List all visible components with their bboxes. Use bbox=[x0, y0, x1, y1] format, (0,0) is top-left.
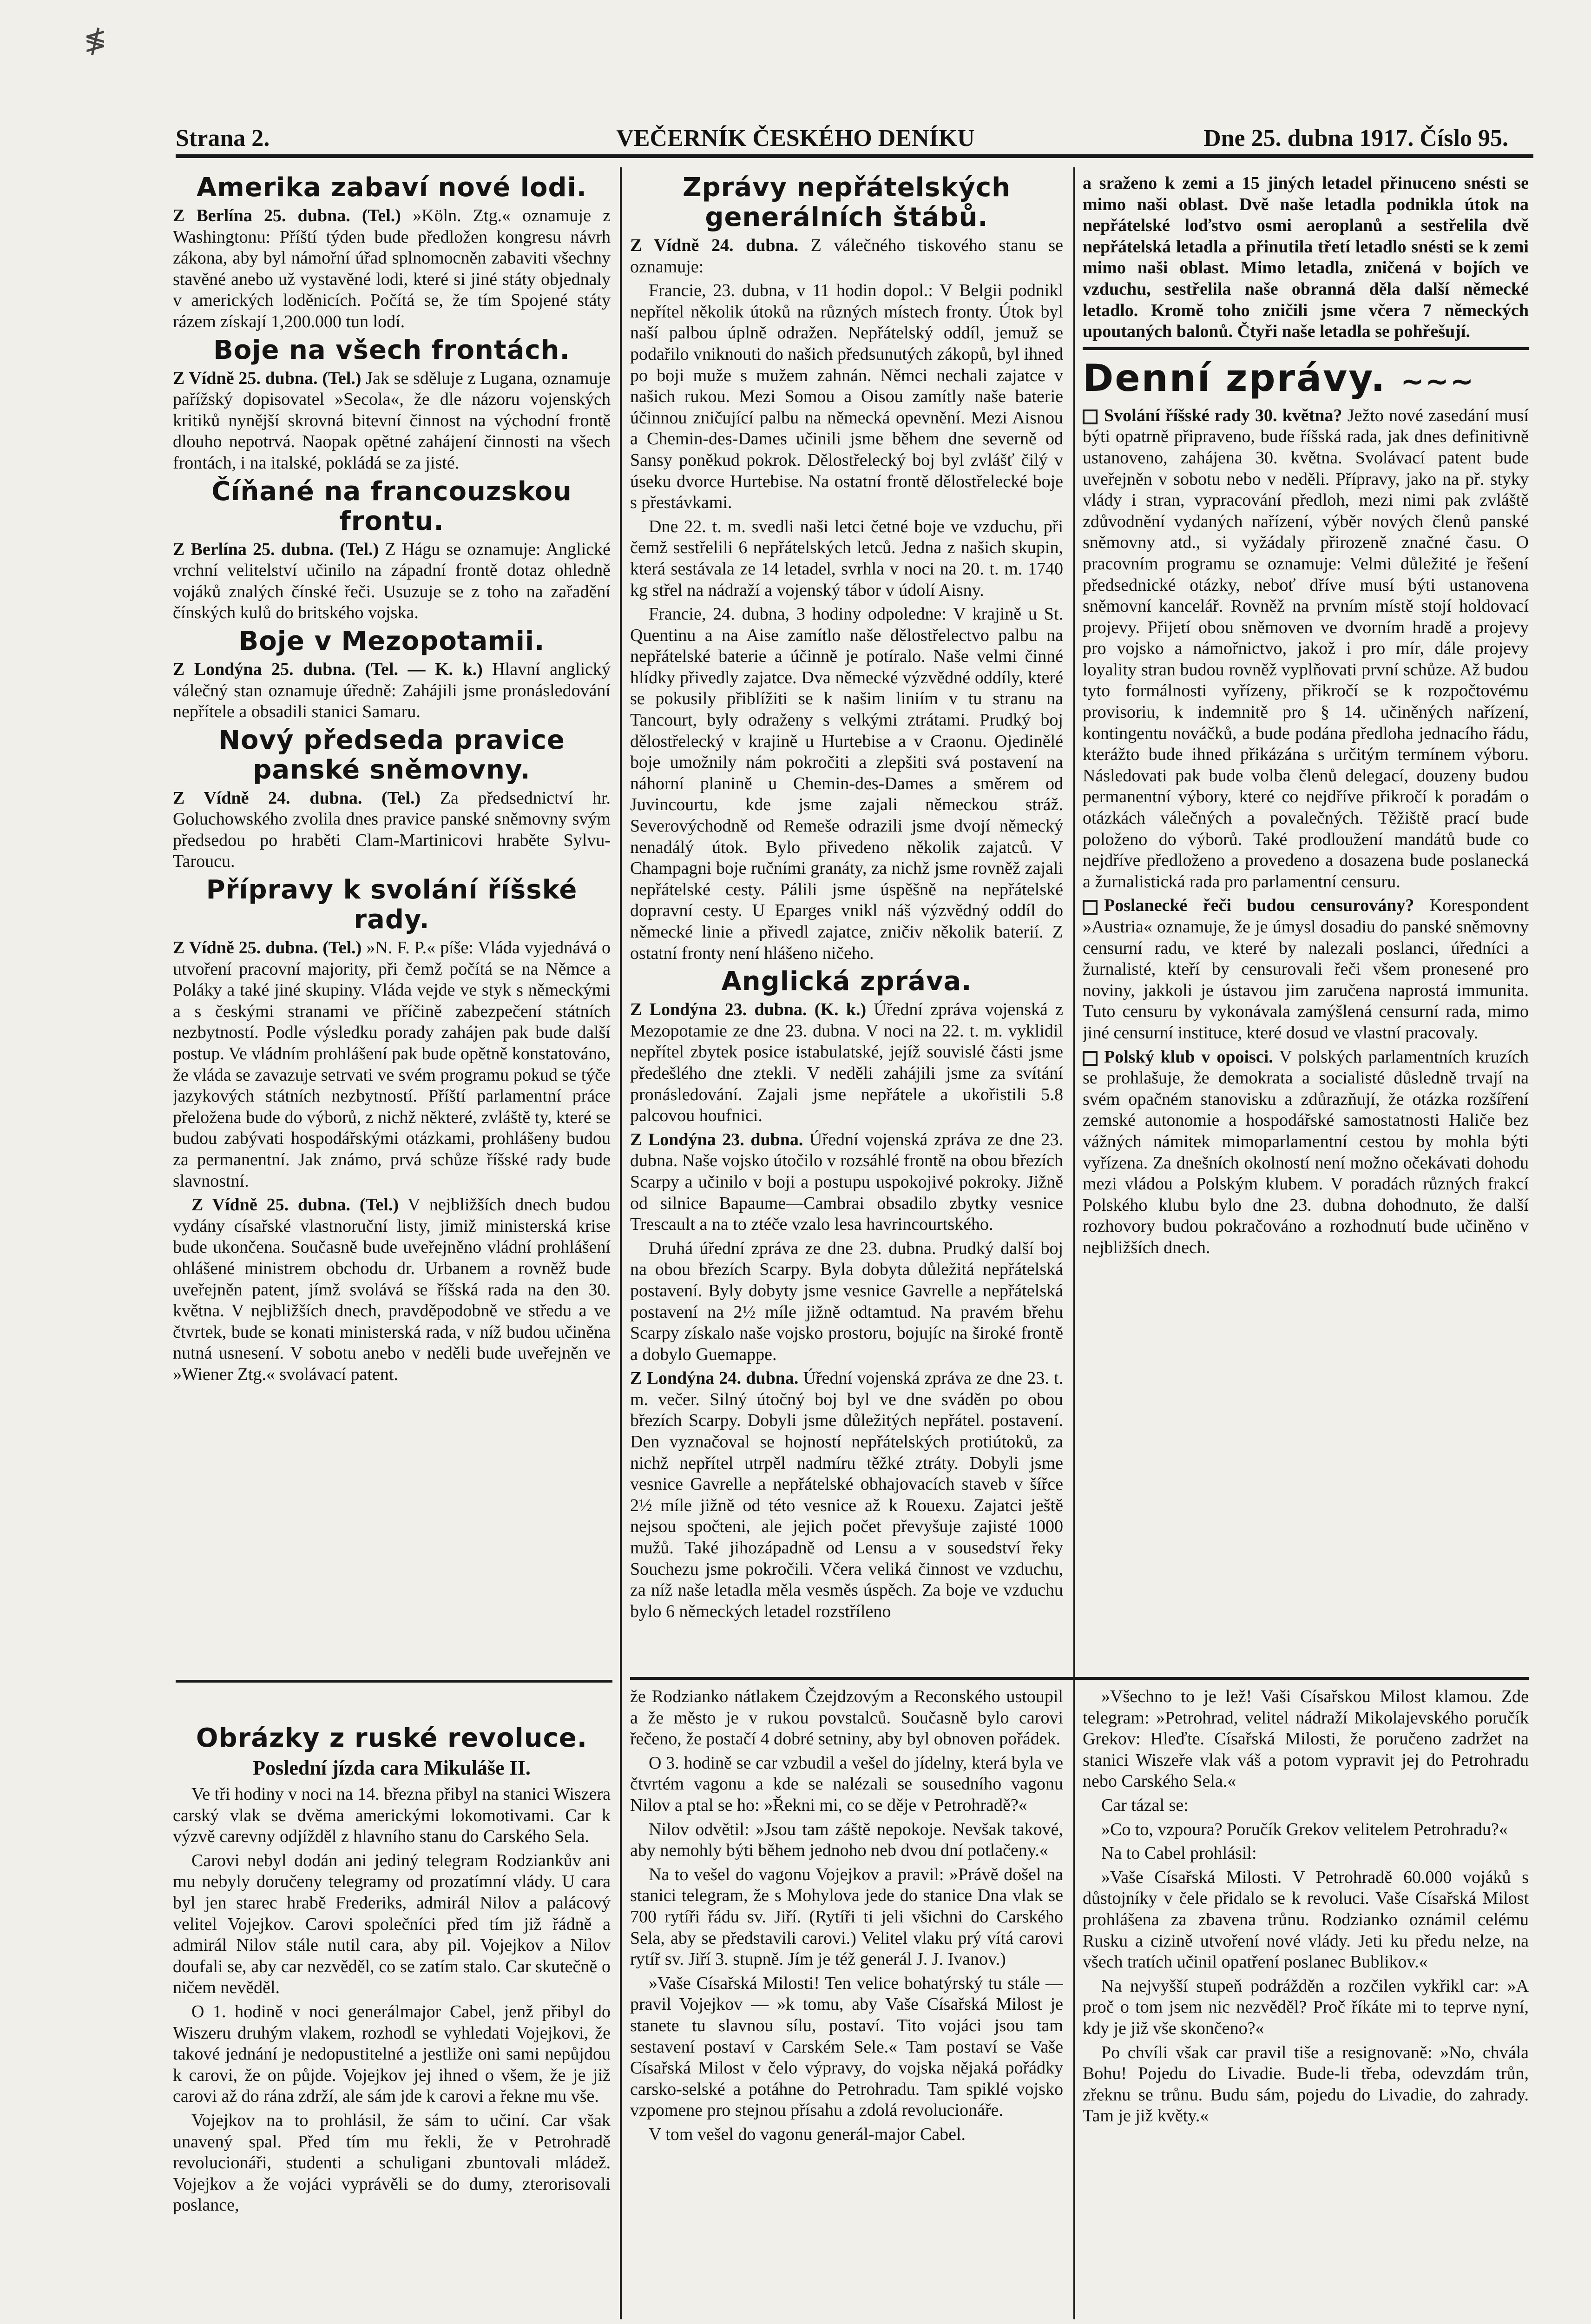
feuilleton-subtitle: Poslední jízda cara Mikuláše II. bbox=[253, 1756, 531, 1779]
dateline: Z Vídně 25. dubna. (Tel.) bbox=[173, 938, 362, 958]
dateline: Z Vídně 25. dubna. (Tel.) bbox=[173, 368, 362, 388]
feuilleton-paragraph: Po chvíli však car pravil tiše a resignovaně: »No, chvála Bohu! Pojedu do Livadie. Bude-li třeba, odevzdám trůn, zřeknu se trůnu. Budu sám, pojedu do Livadie, do zahrady. Tam je již květy.« bbox=[1083, 2042, 1529, 2126]
article-pripravy-1 bbox=[173, 938, 611, 1192]
ornament-icon: ~~~ bbox=[1400, 365, 1475, 398]
feuilleton-paragraph: V tom vešel do vagonu generál-major Cabel. bbox=[649, 2124, 966, 2144]
feuilleton-paragraph: Na nejvyšší stupeň podrážděn a rozčilen vykřikl car: »A proč o tom jsem nic nezvěděl? Proč říkáte mi to teprve nyní, kdy je již vše skončeno?« bbox=[1083, 1976, 1529, 2038]
feuilleton-paragraph: O 3. hodině se car vzbudil a vešel do jídelny, která byla ve čtvrtém vagonu a kde se nalézali se sousedního vagonu Nilov a ptal se ho: »Řekni mi, co se děje v Petrohradě?« bbox=[630, 1753, 1063, 1815]
dateline: Z Londýna 23. dubna. bbox=[630, 1129, 803, 1149]
section-rule-right bbox=[630, 1677, 1529, 1680]
article-text: Jak se sděluje z Lugana, oznamuje pařížský dopisovatel »Secola«, že dle názoru vojenských kritiků nynější skrovná bitevní činnost na východní frontě dlouho nepotrvá. Naopak opětné zahájení činnosti na všech frontách, i na italské, pokládá se za jisté. bbox=[173, 368, 611, 473]
headline-zpravy-stabu: Zprávy nepřátelských generálních štábů. bbox=[682, 173, 1011, 232]
feuilleton-paragraph: Ve tři hodiny v noci na 14. března přibyl na stanici Wiszera carský vlak se dvěma americkými lokomotivami. Car k výzvě carevny odjížděl z hlavního stanu do Carského Sela. bbox=[173, 1784, 611, 1847]
article-mezopotamie bbox=[173, 659, 611, 723]
news-item-text: Ježto nové zasedání musí býti opatrně připraveno, bude říšská rada, jak dnes definitivně ustanoveno, zahájena 30. května. Svolávací patent bude uveřejněn v sobotu nebo v neděli. Přípravy, jako na př. styky vlády i stran, vypracování předloh, mezi nimi pak zvláště zdůvodnění vydaných nařízení, výběr nových členů panské sněmovny atd., si vyžádaly přirozeně značné času. O pracovním programu se oznamuje: Velmi důležité je řešení předsednické otázky, neboť dříve musí býti ustanovena sněmovní kancelář. Rovněž na prvním místě stojí holdovací projevy. Přijetí obou sněmoven ve dvorním hradě a projevy pro vojsko a námořnictvo, jakož i pro mír, dále projevy loyality stran budou rovněž vyplňovati první schůze. Až budou tyto formálnosti vyřízeny, přikročí se k rozpočtovému provisoriu, k indemnitě pro § 14. učiněných nařízení, kontingentu nováčků, a bude podána předloha jednacího řádu, kterážto bude ihned přikázána s určitým termínem výboru. Následovati pak bude volba členů delegací, douzeny budou permanentní výbory, které co nejdříve přikročí k poradám o otázkách válečných a povalečných. Těžiště prací bude položeno do výborů. Také prodloužení mandátů bude co nejdříve předloženo a provedeno a dosazena bude poslanecká a žurnalistická rada pro parlamentní censuru. bbox=[1083, 405, 1529, 891]
dateline: Z Vídně 24. dubna. bbox=[630, 236, 799, 255]
dateline: Z Londýna 25. dubna. (Tel. — K. k.) bbox=[173, 659, 483, 679]
article-text: V nejbližších dnech budou vydány císařské vlastnoruční listy, jimiž ministerská krise bude ukončena. Současně bude uveřejněno vládní prohlášení ohlášené ministrem obchodu dr. Urbanem a rovněž bude uveřejněn patent, jímž svolává se říšská rada na den 30. května. V nejbližších dnech, pravděpodobně ve středu a ve čtvrtek, bude se konati ministerská rada, v níž budou učiněna nutná usnesení. V sobotu anebo v neděli bude uveřejněn ve »Wiener Ztg.« svolávací patent. bbox=[173, 1195, 611, 1384]
article-text: »Köln. Ztg.« oznamuje z Washingtonu: Příští týden bude předložen kongresu návrh zákona, aby byl námořní úřad splnomocněn zabaviti všechny stavěné anebo už vystavěné lodi, které si jiné státy objednaly v amerických loděnicích. Počítá se, že tím Spojené státy rázem získají 1,200.000 tun lodí. bbox=[173, 206, 611, 331]
feuilleton-paragraph: Carovi nebyl dodán ani jediný telegram Rodziankův ani mu nebyly doručeny telegramy od prozatímní vlády. U cara byl jen starec hrabě Frederiks, admirál Nilov a palácový velitel Vojejkov. Carovi společníci před tím již řádně a admirál Nilov stále nutil cara, aby pil. Vojejkov a Nilov doufali se, aby car nezvěděl, co se zatím stalo. Car skutečně o ničem nevěděl. bbox=[173, 1850, 611, 1998]
article-anglicka-4 bbox=[630, 1368, 1063, 1622]
article-cinane bbox=[173, 539, 611, 624]
news-item-svolani bbox=[1083, 405, 1529, 893]
column-3 bbox=[1083, 173, 1529, 1261]
article-text: Z Hágu se oznamuje: Anglické vrchní velitelství učinilo na západní frontě dotaz ohledně vojáků znalých čínské řeči. Usuzuje se z toho na zařadění čínských kulů do britského vojska. bbox=[173, 539, 611, 623]
news-item-censura bbox=[1083, 895, 1529, 1043]
feuilleton-paragraph: Car tázal se: bbox=[1101, 1795, 1189, 1815]
article-text: Z válečného tiskového stanu se oznamuje: bbox=[630, 236, 1063, 277]
feuilleton-paragraph: že Rodzianko nátlakem Čzejdzovým a Reconského ustoupil a že město je v rukou povstalců. Současně bylo carovi řečeno, že postačí 4 dobré setniny, aby byl obnoven pořádek. bbox=[630, 1687, 1063, 1749]
column-rule-2 bbox=[1073, 167, 1075, 2319]
article-predseda bbox=[173, 788, 611, 872]
dateline: Z Berlína 25. dubna. (Tel.) bbox=[173, 206, 401, 225]
dateline: Z Londýna 23. dubna. (K. k.) bbox=[630, 1000, 867, 1020]
section-divider bbox=[1083, 347, 1529, 350]
feuilleton-column-1 bbox=[173, 1723, 611, 2219]
corner-stamp: ≸ bbox=[84, 24, 107, 57]
news-item-title: Poslanecké řeči budou censurovány? bbox=[1104, 896, 1414, 916]
news-item-title: Svolání říšské rady 30. května? bbox=[1104, 405, 1342, 425]
headline-amerika: Amerika zabaví nové lodi. bbox=[196, 173, 587, 203]
masthead-rule bbox=[176, 154, 1533, 158]
bullet-box-icon bbox=[1083, 1051, 1098, 1066]
article-pripravy-2 bbox=[173, 1195, 611, 1385]
newspaper-name: VEČERNÍK ČESKÉHO DENÍKU bbox=[616, 125, 975, 152]
article-continuation: a sraženo k zemi a 15 jiných letadel přinuceno snésti se mimo naši oblast. Dvě naše letadla podnikla útok na nepřátelské loďstvo osmi aeroplanů a sestřelila dvě nepřátelská letadla a přinutila třetí letadlo snésti se k zemi mimo naši oblast. Mimo letadla, zničená v bojích ve vzduchu, sestřelila naše obranná děla další německé letadlo. Kromě toho zničili jsme včera 7 německých upoutaných balonů. Čtyři naše letadla se pohřešují. bbox=[1083, 173, 1529, 342]
article-stabu-3: Francie, 24. dubna, 3 hodiny odpoledne: V krajině u St. Quentinu a na Aise zamítlo naše dělostřelectvo palbu na nepřátelské baterie a účinně je potíralo. Naše velmi činné hlídky přivedly zajatce. Dva německé výzvědné oddíly, které se pokusily přiblížiti se k našim liniím v tu stranu na Tancourt, byly odraženy s velkými ztrátami. Prudký boj dělostřelecký v krajině u Hurtebise a v Craonu. Ojedinělé boje umožnily nám pokročiti a zlepšiti svá postavení na náhorní planině u Chemin-des-Dames a směrem od Juvincourtu, kde jsme zajali německou stráž. Severovýchodně od Remeše odrazili jsme dvojí německý nenadálý útok. Bylo přivedeno několik zajatců. V Champagni boje ručními granáty, za nichž jsme rovněž zajali nepřátelské cesty. Pálili jsme úspěšně na nepřátelské dopravní cesty. U Eparges vnikl náš výzvědný oddíl do německé linie a přivedl zajatce, zničiv několik baterií. Z ostatní fronty není hlášeno ničeho. bbox=[630, 604, 1063, 963]
news-item-title: Polský klub v opoisci. bbox=[1104, 1047, 1273, 1067]
article-stabu-1: Francie, 23. dubna, v 11 hodin dopol.: V Belgii podnikl nepřítel několik útoků na různých místech fronty. Útok byl naší palbou úplně odražen. Nepřátelský oddíl, jemuž se podařilo vniknouti do našich předsunutých zákopů, byl ihned po boji muže s mužem zahnán. Němci nechali zajatce v našich rukou. Mezi Somou a Oisou zamítly naše baterie účinnou zničující palbu na německá opevnění. Mezi Aisnou a Chemin-des-Dames učinili jsme během dne severně od Sansy poněkud pokrok. Dělostřelecký boj byl zvlášť čilý v úseku dvorce Hurtebise. Na ostatní frontě dělostřelecké boje s přestávkami. bbox=[630, 281, 1063, 513]
section-rule-left bbox=[176, 1680, 612, 1683]
page-number: Strana 2. bbox=[176, 125, 270, 152]
headline-mezopotamie: Boje v Mezopotamii. bbox=[238, 626, 545, 656]
article-amerika bbox=[173, 205, 611, 333]
feuilleton-paragraph: Na to Cabel prohlásil: bbox=[1101, 1843, 1257, 1863]
bullet-box-icon bbox=[1083, 409, 1098, 424]
article-text: Úřední vojenská zpráva ze dne 23. dubna. Naše vojsko útočilo v rozsáhlé frontě na obou březích Scarpy a učinilo v boji a postupu uspokojivé pokroky. Jižně od silnice Bapaume—Cambrai obsadilo zbytky vesnice Trescault a na to ztéče vzalo lesa havrincourtského. bbox=[630, 1129, 1063, 1235]
feuilleton-paragraph: O 1. hodině v noci generálmajor Cabel, jenž přibyl do Wiszeru druhým vlakem, rozhodl se vyhledati Vojejkovi, že takové jednání je nedopustitelné a jestliže oni sami nepůjdou k carovi, že on půjde. Vojejkov jej ihned o všem, že je již carovi až do rána zdrží, ale sám jde k carovi a řekne mu vše. bbox=[173, 2001, 611, 2106]
column-2 bbox=[630, 173, 1063, 1625]
article-text: »N. F. P.« píše: Vláda vyjednává o utvoření pracovní majority, při čemž počítá se na Němce a Poláky a také jiné skupiny. Vláda vejde ve styk s německými a s českými stranami ve příčině zabezpečení státních nezbytností. Podle výsledku porady zahájen pak bude další postup. Ve vládním prohlášení pak bude opětně konstatováno, že vláda se zavazuje setrvati ve svém programu pokud se týče jazykových státních nezbytností. Příští parlamentní práce přeložena bude do výborů, z nichž některé, zvláště ty, které se budou zabývati hospodářskými otázkami, prohlášeny budou za permanentní. Jak známo, prvá schůze říšské rady bude slavnostní. bbox=[173, 938, 611, 1191]
article-stabu-2: Dne 22. t. m. svedli naši letci četné boje ve vzduchu, při čemž sestřelili 6 nepřátelských letců. Jedna z našich skupin, která sestávala ze 14 letadel, svrhla v noci na 20. t. m. 1740 kg střel na nádraží a vojenský tábor v údolí Aisny. bbox=[630, 516, 1063, 600]
section-title-text: Denní zprávy. bbox=[1083, 356, 1387, 400]
feuilleton-paragraph: »Všechno to je lež! Vaši Císařskou Milost klamou. Zde telegram: »Petrohrad, velitel nádraží Mikolajevského poručík Grekov: Hleďte. Císařská Milosti, že poručeno zadržet na stanici Wiszeře vlak váš a potom vypravit jej do Petrohradu nebo Carského Sela.« bbox=[1083, 1687, 1529, 1791]
column-1 bbox=[173, 173, 611, 1388]
dateline: Z Berlína 25. dubna. (Tel.) bbox=[173, 539, 379, 559]
feuilleton-paragraph: »Co to, vzpoura? Poručík Grekov velitelem Petrohradu?« bbox=[1101, 1819, 1508, 1839]
news-item-text: Korespondent »Austria« oznamuje, že je úmysl dosadiu do panské sněmovny censurní radu, ve které by nalezali poslanci, úředníci a žurnalisté, kteří by censurovali řeči všem pronesené pro noviny, jakkoli je ústavou jim zaručena naprostá immunita. Tuto censuru by vykonávala zamýšlená censurní rada, mimo jiné censurní instituce, které dosud ve vlastní pracovaly. bbox=[1083, 896, 1529, 1043]
article-text: Úřední zpráva vojenská z Mezopotamie ze dne 23. dubna. V noci na 22. t. m. vyklidil nepřítel zbytek posice istabulatské, jejíž souvislé části jsme předešlého dne ztekli. V neděli zahájili jsme za svítání pronásledování. Zajali jsme nepřátele a ukořistili 5.8 palcovou houfnici. bbox=[630, 1000, 1063, 1126]
headline-pripravy: Přípravy k svolání říšské rady. bbox=[206, 875, 578, 935]
headline-boje-frontach: Boje na všech frontách. bbox=[213, 335, 570, 365]
feuilleton-paragraph: »Vaše Císařská Milosti! Ten velice bohatýrský tu stále — pravil Vojejkov — »k tomu, aby Vaše Císařská Milost je stanete tu slavnou sílu, postaví. Tito vojáci jsou tam sestavení postaví v Carském Sele.« Tam postaví se Vaše Císařská Milost v čelo výpravy, do vojska nějaká pořádky carsko-selské a potáhne do Petrohradu. Tam spiklé vojsko vzpomene pro stejnou přísahu a zdolá revolucionáře. bbox=[630, 1973, 1063, 2120]
feuilleton-column-3 bbox=[1083, 1686, 1529, 2130]
headline-anglicka: Anglická zpráva. bbox=[721, 966, 972, 997]
headline-predseda: Nový předseda pravice panské sněmovny. bbox=[218, 725, 565, 785]
article-anglicka-1 bbox=[630, 999, 1063, 1127]
headline-cinane: Číňané na francouzskou frontu. bbox=[211, 476, 572, 536]
news-item-text: V polských parlamentních kruzích se prohlašuje, že demokrata a socialisté důsledně trvají na svém opačném stanovisku a zdůrazňují, že otázka rozšíření zemské autonomie a hospodářské samostatnosti Haliče bez vážných námitek mimoparlamentní cestou by mohla býti vyřízena. Za dnešních okolností není možno očekávati dohodu mezi vládou a Polským klubem. V poradách různých frakcí Polského klubu bylo dne 23. dubna dohodnuto, že další rozhovory budou pokračováno a rozhodnutí bude učiněno v nejbližších dnech. bbox=[1083, 1047, 1529, 1257]
article-anglicka-2 bbox=[630, 1129, 1063, 1235]
feuilleton-paragraph: Nilov odvětil: »Jsou tam záště nepokoje. Nevšak takové, aby nemohly býti během jednoho neb dvou dní potlačeny.« bbox=[630, 1819, 1063, 1861]
article-stabu-intro bbox=[630, 235, 1063, 277]
feuilleton-column-2 bbox=[630, 1686, 1063, 2148]
feuilleton-paragraph: Na to vešel do vagonu Vojejkov a pravil: »Právě došel na stanici telegram, že s Mohylova jede do stanice Dna vlak se 700 rytíři řádu sv. Jiří. (Rytíři ti jeli všichni do Carského Sela, aby se představili carovi.) Velitel vlaku prý vítá carovi rytíř sv. Jiří 3. stupně. Jím je též generál J. J. Ivanov.) bbox=[630, 1864, 1063, 1969]
feuilleton-paragraph: »Vaše Císařská Milosti. V Petrohradě 60.000 vojáků s důstojníky v čele přidalo se k revoluci. Vaše Císařská Milost prohlášena za zbavena trůnu. Rodzianko oznámil celému Rusku a cizině utvoření nové vlády. Jeti ku předu nelze, na všech tratích učinil opatření poslanec Bublikov.« bbox=[1083, 1867, 1529, 1972]
article-text: Za předsednictví hr. Goluchowského zvolila dnes pravice panské sněmovny svým předsedou po hraběti Clam-Martinicovi hraběte Sylvu-Taroucu. bbox=[173, 788, 611, 872]
bullet-box-icon bbox=[1083, 900, 1098, 915]
section-title-denni-zpravy bbox=[1083, 357, 1529, 403]
article-boje-frontach bbox=[173, 368, 611, 474]
column-rule-1 bbox=[620, 167, 622, 2319]
dateline: Z Vídně 24. dubna. (Tel.) bbox=[173, 788, 421, 808]
article-text: Úřední vojenská zpráva ze dne 23. t. m. večer. Silný útočný boj byl ve dne sváděn po obou březích Scarpy. Dobyli jsme důležitých nepřátel. postavení. Den vyznačoval se hojností nepřátelských protiútoků, za nichž nepřítel utrpěl nadmíru těžké ztráty. Dobyli jsme vesnice Gavrelle a nepřátelské obhajovacích staveb v šířce 2½ míle jižně od této vesnice až k Rouexu. Zajatci ještě nejsou spočteni, ale jejich počet převyšuje zajisté 1000 mužů. Také jihozápadně od Lensu a v sousedství řeky Souchezu jsme pokročili. Včera veliká činnost ve vzduchu, za níž naše letadla měla vesměs úspěch. Za boje ve vzduchu bylo 6 německých letadel rozstříleno bbox=[630, 1368, 1063, 1621]
dateline: Z Vídně 25. dubna. (Tel.) bbox=[191, 1195, 399, 1215]
issue-date: Dne 25. dubna 1917. Číslo 95. bbox=[1203, 125, 1508, 152]
news-item-polsky-klub bbox=[1083, 1047, 1529, 1259]
article-anglicka-3: Druhá úřední zpráva ze dne 23. dubna. Prudký další boj na obou březích Scarpy. Byla dobyta důležitá nepřátelská postavení. Byly dobyty jsme vesnice Gavrelle a nepřátelská postavení na 2½ míle jižně odtamtud. Na pravém břehu Scarpy získalo naše vojsko prostoru, bojujíc na široké frontě a dobylo Guemappe. bbox=[630, 1238, 1063, 1364]
dateline: Z Londýna 24. dubna. bbox=[630, 1368, 799, 1388]
article-text: Hlavní anglický válečný stan oznamuje úředně: Zahájili jsme pronásledování nepřítele a obsadili stanici Samaru. bbox=[173, 659, 611, 722]
feuilleton-paragraph: Vojejkov na to prohlásil, že sám to učiní. Car však unavený spal. Před tím mu řekli, že v Petrohradě revolucionáři, studenti a schuligani zbuntovali mládež. Vojejkov a že vojáci vyprávěli se do dumy, zterorisovali poslance, bbox=[173, 2110, 611, 2215]
feuilleton-title: Obrázky z ruské revoluce. bbox=[196, 1723, 588, 1753]
